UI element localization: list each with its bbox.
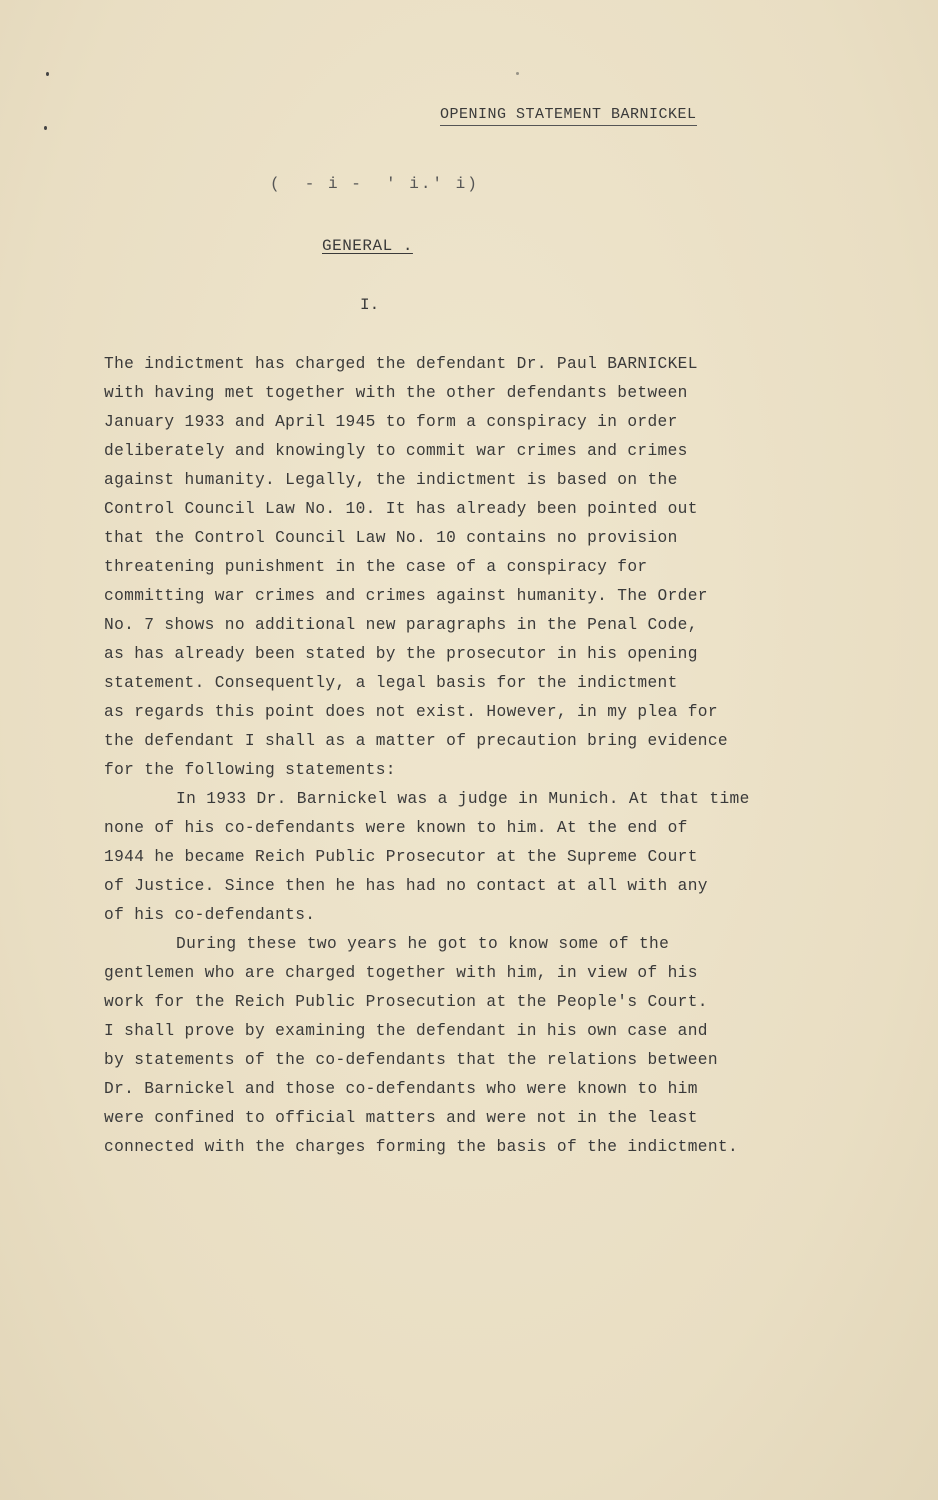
text-line: of his co-defendants. bbox=[104, 906, 316, 924]
ink-speck bbox=[516, 72, 519, 75]
text-line: No. 7 shows no additional new paragraphs in the Penal Code, bbox=[104, 616, 698, 634]
document-header: OPENING STATEMENT BARNICKEL bbox=[440, 106, 697, 126]
paragraph bbox=[104, 350, 864, 785]
paragraph bbox=[104, 930, 864, 1162]
text-line: as has already been stated by the prosecutor in his opening bbox=[104, 645, 698, 663]
text-line: During these two years he got to know some of the bbox=[176, 935, 670, 953]
text-line: Control Council Law No. 10. It has already been pointed out bbox=[104, 500, 698, 518]
text-line: that the Control Council Law No. 10 contains no provision bbox=[104, 529, 678, 547]
text-line: for the following statements: bbox=[104, 761, 396, 779]
ink-speck bbox=[46, 72, 49, 76]
text-line: statement. Consequently, a legal basis for the indictment bbox=[104, 674, 678, 692]
text-line: by statements of the co-defendants that the relations between bbox=[104, 1051, 718, 1069]
text-line: In 1933 Dr. Barnickel was a judge in Munich. At that time bbox=[176, 790, 750, 808]
text-line: The indictment has charged the defendant Dr. Paul BARNICKEL bbox=[104, 355, 698, 373]
text-line: connected with the charges forming the basis of the indictment. bbox=[104, 1138, 739, 1156]
text-line: were confined to official matters and were not in the least bbox=[104, 1109, 698, 1127]
text-line: I shall prove by examining the defendant in his own case and bbox=[104, 1022, 708, 1040]
text-line: Dr. Barnickel and those co-defendants who were known to him bbox=[104, 1080, 698, 1098]
text-line: deliberately and knowingly to commit war crimes and crimes bbox=[104, 442, 688, 460]
text-line: January 1933 and April 1945 to form a conspiracy in order bbox=[104, 413, 678, 431]
text-line: as regards this point does not exist. However, in my plea for bbox=[104, 703, 718, 721]
text-line: committing war crimes and crimes against humanity. The Order bbox=[104, 587, 708, 605]
section-title: GENERAL . bbox=[322, 237, 413, 255]
faded-reference-line: ( - i - ' i.' i) bbox=[270, 175, 479, 193]
text-line: against humanity. Legally, the indictment is based on the bbox=[104, 471, 678, 489]
text-line: 1944 he became Reich Public Prosecutor at the Supreme Court bbox=[104, 848, 698, 866]
text-line: gentlemen who are charged together with him, in view of his bbox=[104, 964, 698, 982]
text-line: work for the Reich Public Prosecution at the People's Court. bbox=[104, 993, 708, 1011]
text-line: with having met together with the other defendants between bbox=[104, 384, 688, 402]
section-number: I. bbox=[360, 296, 380, 314]
text-line: none of his co-defendants were known to him. At the end of bbox=[104, 819, 688, 837]
text-line: the defendant I shall as a matter of precaution bring evidence bbox=[104, 732, 728, 750]
text-line: threatening punishment in the case of a conspiracy for bbox=[104, 558, 648, 576]
text-line: of Justice. Since then he has had no contact at all with any bbox=[104, 877, 708, 895]
document-body bbox=[104, 350, 864, 1162]
paragraph bbox=[104, 785, 864, 930]
ink-speck bbox=[44, 126, 47, 130]
